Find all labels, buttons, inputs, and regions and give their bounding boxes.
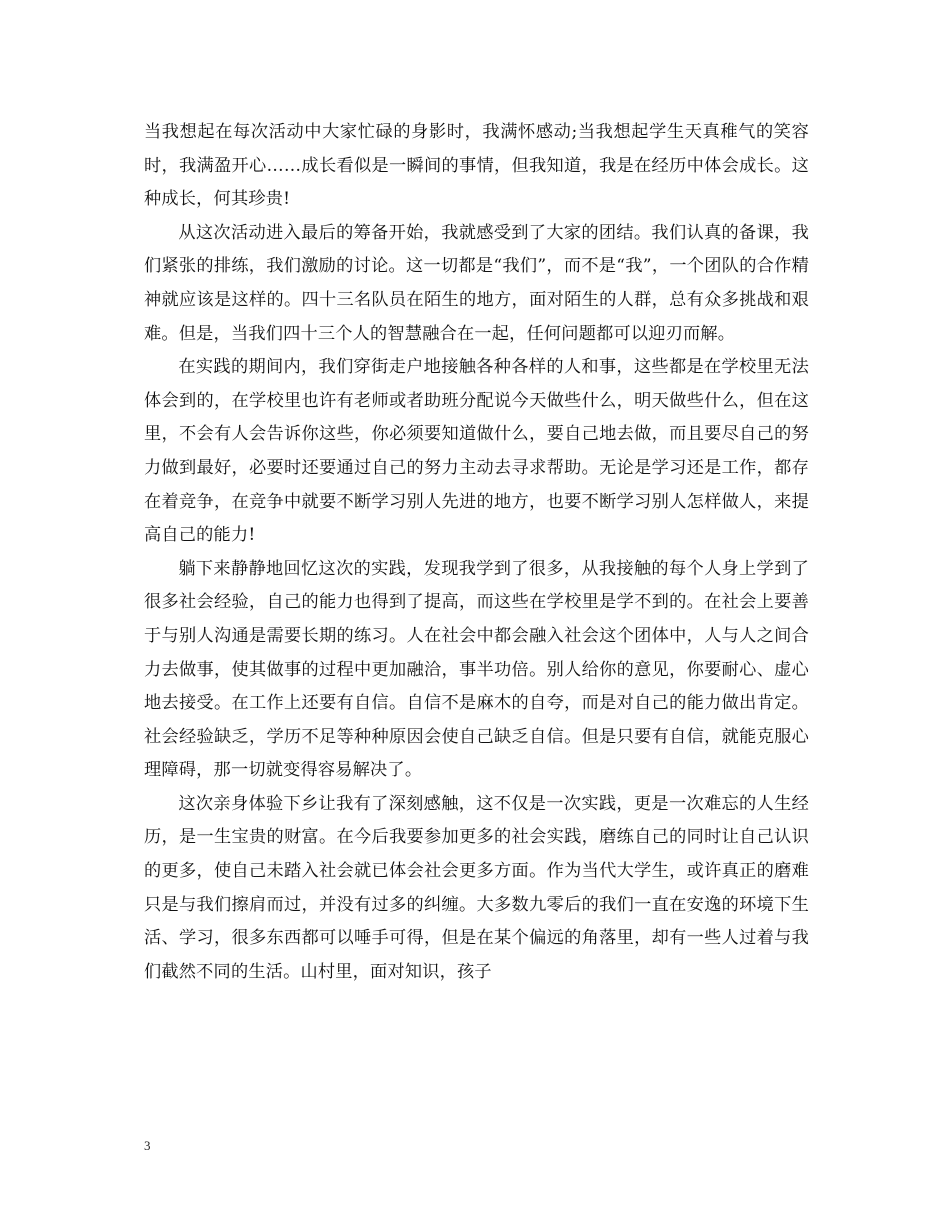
paragraph-1: 当我想起在每次活动中大家忙碌的身影时，我满怀感动;当我想起学生天真稚气的笑容时，我满盈开心……成长看似是一瞬间的事情，但我知道，我是在经历中体会成长。这种成长，何其珍贵! [144, 122, 809, 210]
paragraph-4: 躺下来静静地回忆这次的实践，发现我学到了很多，从我接触的每个人身上学到了很多社会经验，自己的能力也得到了提高，而这些在学校里是学不到的。在社会上要善于与别人沟通是需要长期的练习。人在社会中都会融入社会这个团体中，人与人之间合力去做事，使其做事的过程中更加融洽，事半功倍。别人给你的意见，你要耐心、虚心地去接受。在工作上还要有自信。自信不是麻木的自夸，而是对自己的能力做出肯定。社会经验缺乏，学历不足等种种原因会使自己缺乏自信。但是只要有自信，就能克服心理障碍，那一切就变得容易解决了。 [144, 558, 809, 781]
paragraph-3: 在实践的期间内，我们穿街走户地接触各种各样的人和事，这些都是在学校里无法体会到的，在学校里也许有老师或者助班分配说今天做些什么，明天做些什么，但在这里，不会有人会告诉你这些，你必须要知道做什么，要自己地去做，而且要尽自己的努力做到最好，必要时还要通过自己的努力主动去寻求帮助。无论是学习还是工作，都存在着竞争，在竞争中就要不断学习别人先进的地方，也要不断学习别人怎样做人，来提高自己的能力! [144, 357, 809, 546]
document-body [144, 116, 809, 989]
paragraph-2: 从这次活动进入最后的筹备开始，我就感受到了大家的团结。我们认真的备课，我们紧张的排练，我们激励的讨论。这一切都是“我们”，而不是“我”，一个团队的合作精神就应该是这样的。四十三名队员在陌生的地方，面对陌生的人群，总有众多挑战和艰难。但是，当我们四十三个人的智慧融合在一起，任何问题都可以迎刃而解。 [144, 222, 809, 344]
paragraph-5: 这次亲身体验下乡让我有了深刻感触，这不仅是一次实践，更是一次难忘的人生经历，是一生宝贵的财富。在今后我要参加更多的社会实践，磨练自己的同时让自己认识的更多，使自己未踏入社会就已体会社会更多方面。作为当代大学生，或许真正的磨难只是与我们擦肩而过，并没有过多的纠缠。大多数九零后的我们一直在安逸的环境下生活、学习，很多东西都可以唾手可得，但是在某个偏远的角落里，却有一些人过着与我们截然不同的生活。山村里，面对知识，孩子 [144, 793, 809, 982]
page-number: 3 [144, 1138, 151, 1153]
